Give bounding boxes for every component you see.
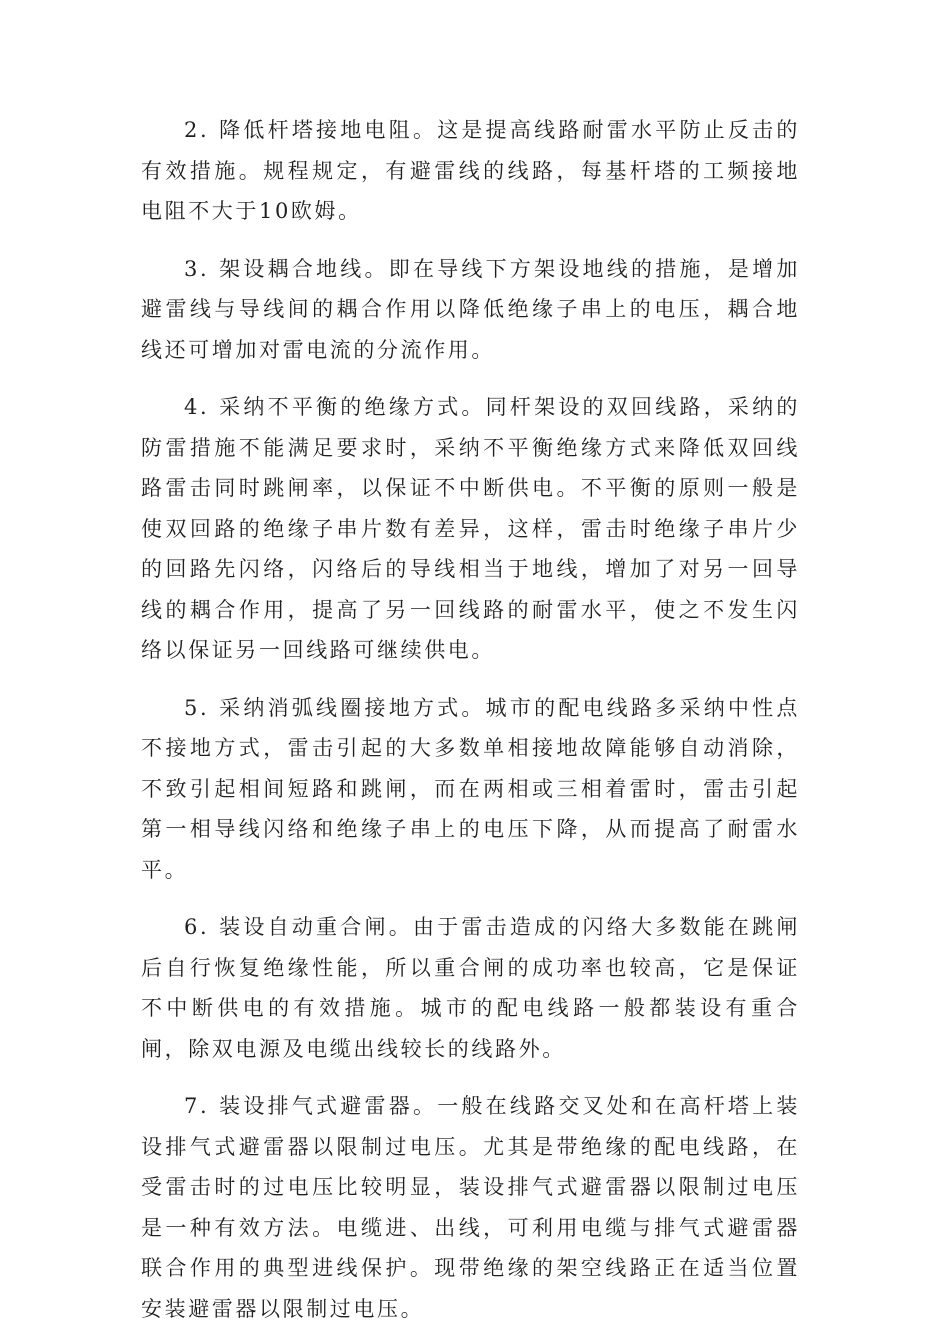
paragraph-item-7: 7. 装设排气式避雷器。一般在线路交叉处和在高杆塔上装设排气式避雷器以限制过电压。尤其是带绝缘的配电线路，在受雷击时的过电压比较明显，装设排气式避雷器以限制过电压是一种有效方法。电缆进、出线，可利用电缆与排气式避雷器联合作用的典型进线保护。现带绝缘的架空线路正在适当位置安装避雷器以限制过电压。 — [141, 1094, 800, 1321]
paragraph-item-5: 5. 采纳消弧线圈接地方式。城市的配电线路多采纳中性点不接地方式，雷击引起的大多数单相接地故障能够自动消除，不致引起相间短路和跳闸，而在两相或三相着雷时，雷击引起第一相导线闪络和绝缘子串上的电压下降，从而提高了耐雷水平。 — [141, 695, 800, 882]
paragraph-item-3: 3. 架设耦合地线。即在导线下方架设地线的措施，是增加避雷线与导线间的耦合作用以降低绝缘子串上的电压，耦合地线还可增加对雷电流的分流作用。 — [141, 256, 800, 362]
paragraph-item-2: 2. 降低杆塔接地电阻。这是提高线路耐雷水平防止反击的有效措施。规程规定，有避雷线的线路，每基杆塔的工频接地电阻不大于10欧姆。 — [141, 118, 800, 223]
paragraph-item-6: 6. 装设自动重合闸。由于雷击造成的闪络大多数能在跳闸后自行恢复绝缘性能，所以重合闸的成功率也较高，它是保证不中断供电的有效措施。城市的配电线路一般都装设有重合闸，除双电源及电缆出线较长的线路外。 — [141, 915, 800, 1061]
paragraph-item-4: 4. 采纳不平衡的绝缘方式。同杆架设的双回线路，采纳的防雷措施不能满足要求时，采纳不平衡绝缘方式来降低双回线路雷击同时跳闸率，以保证不中断供电。不平衡的原则一般是使双回路的绝缘子串片数有差异，这样，雷击时绝缘子串片少的回路先闪络，闪络后的导线相当于地线，增加了对另一回导线的耦合作用，提高了另一回线路的耐雷水平，使之不发生闪络以保证另一回线路可继续供电。 — [141, 395, 800, 662]
